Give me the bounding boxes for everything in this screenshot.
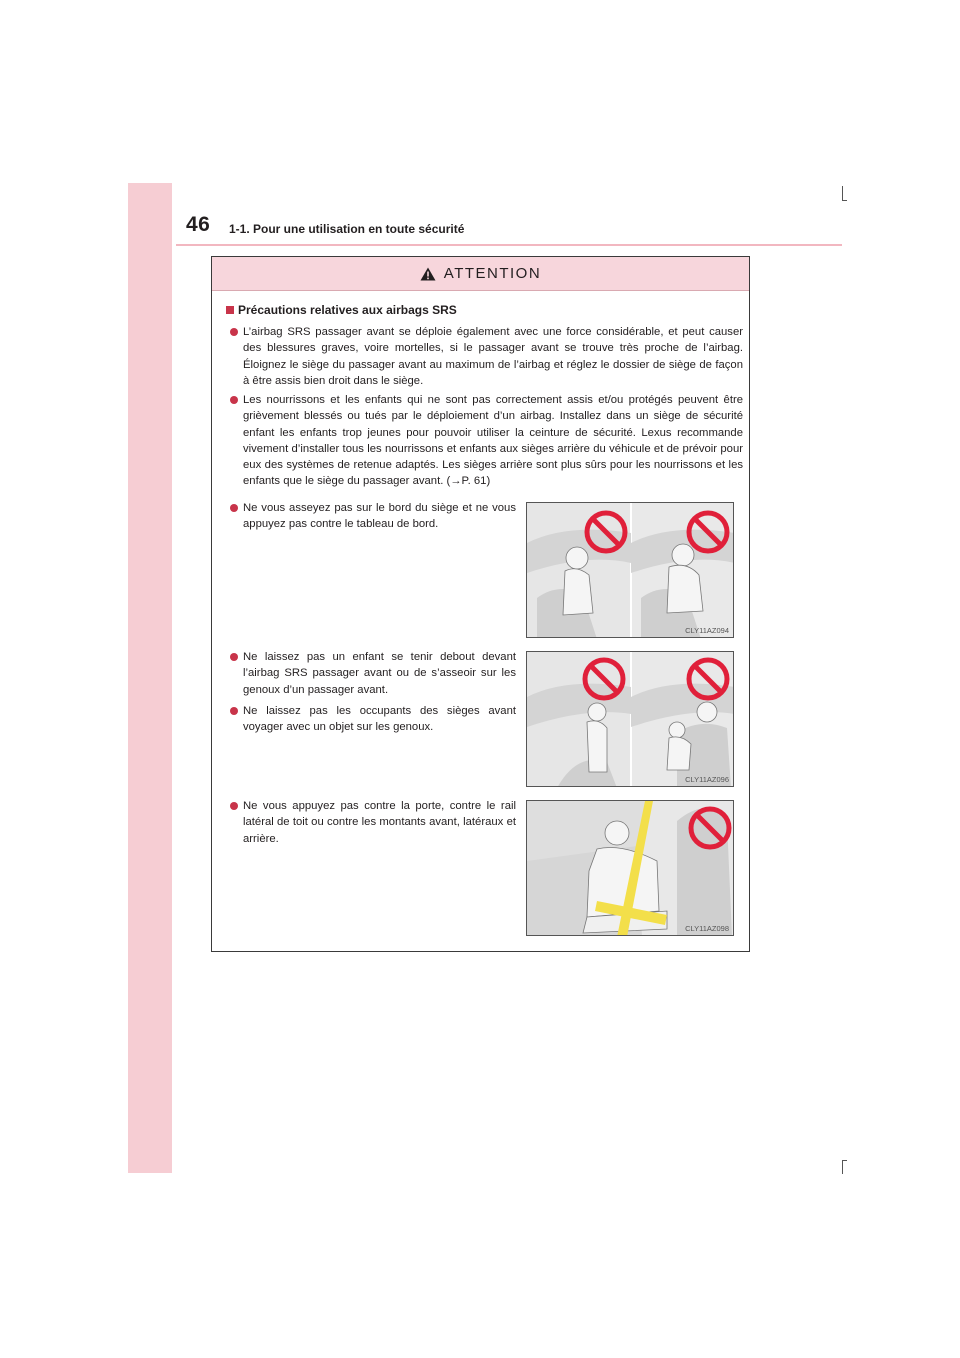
warning-title: ATTENTION: [443, 265, 542, 282]
header-divider: [176, 244, 842, 246]
bullet-item: [230, 703, 516, 736]
bullet-item: [230, 324, 743, 389]
round-bullet-icon: [230, 396, 238, 404]
prohibition-icon: [687, 805, 733, 851]
prohibition-icon: [581, 656, 627, 702]
page-number: 46: [186, 213, 211, 236]
crop-mark-bottom-right: [842, 1160, 843, 1174]
illustration-leaning-on-door: [526, 800, 734, 936]
round-bullet-icon: [230, 802, 238, 810]
crop-mark-top-right: [842, 186, 843, 200]
bullet-text: Ne laissez pas un enfant se tenir debout devant l’airbag SRS passager avant ou de s’asseoir sur les genoux d’un passager avant.: [243, 651, 516, 696]
bullet-text: Ne laissez pas les occupants des sièges avant voyager avec un objet sur les genoux.: [243, 705, 516, 734]
bullet-item: [230, 392, 743, 490]
prohibition-icon: [583, 509, 629, 555]
illustration-code: CLY11AZ098: [685, 924, 729, 933]
crop-mark-bottom-right: [842, 1160, 847, 1161]
round-bullet-icon: [230, 328, 238, 336]
warning-box: [211, 256, 750, 952]
round-bullet-icon: [230, 707, 238, 715]
bullet-item: [230, 649, 516, 698]
prohibition-icon: [685, 509, 731, 555]
crop-mark-top-right: [842, 200, 847, 201]
bullet-text: L’airbag SRS passager avant se déploie également avec une force considérable, et peut causer des blessures graves, voire mortelles, si le passager avant se trouve très proche de l’airbag. Éloignez le siège du passager avant au maximum de l’airbag et réglez le dossier de siège de façon à être assis bien droit dans le siège.: [243, 326, 743, 387]
bullet-item: [230, 798, 516, 847]
warning-header: [212, 257, 749, 291]
section-title: 1-1. Pour une utilisation en toute sécurité: [229, 222, 465, 236]
side-color-strip: [128, 183, 172, 1173]
bullet-text: Ne vous asseyez pas sur le bord du siège et ne vous appuyez pas contre le tableau de bord.: [243, 502, 516, 531]
illustration-code: CLY11AZ094: [685, 626, 729, 635]
bullet-text: Les nourrissons et les enfants qui ne sont pas correctement assis et/ou protégés peuvent être grièvement blessés ou tués par le déploiement d’un airbag. Installez dans un siège de sécurité enfant les enfants trop jeunes pour pouvoir utiliser la ceinture de sécurité. Lexus recommande vivement d’installer tous les nourrissons et enfants aux sièges arrière du véhicule et de prévoir pour eux des systèmes de retenue adaptés. Les sièges arrière sont plus sûrs pour les nourrissons et les enfants que le siège du passager avant. (→P. 61): [243, 394, 743, 488]
sub-heading: [226, 303, 457, 317]
illustration-leaning-on-dashboard: [526, 502, 734, 638]
warning-triangle-icon: [420, 267, 436, 281]
round-bullet-icon: [230, 653, 238, 661]
bullet-text: Ne vous appuyez pas contre la porte, contre le rail latéral de toit ou contre les montants avant, latéraux et arrière.: [243, 800, 516, 845]
square-bullet-icon: [226, 306, 234, 314]
illustration-child-near-airbag: [526, 651, 734, 787]
prohibition-icon: [685, 656, 731, 702]
round-bullet-icon: [230, 504, 238, 512]
sub-heading-text: Précautions relatives aux airbags SRS: [238, 303, 457, 317]
bullet-item: [230, 500, 516, 533]
illustration-code: CLY11AZ096: [685, 775, 729, 784]
